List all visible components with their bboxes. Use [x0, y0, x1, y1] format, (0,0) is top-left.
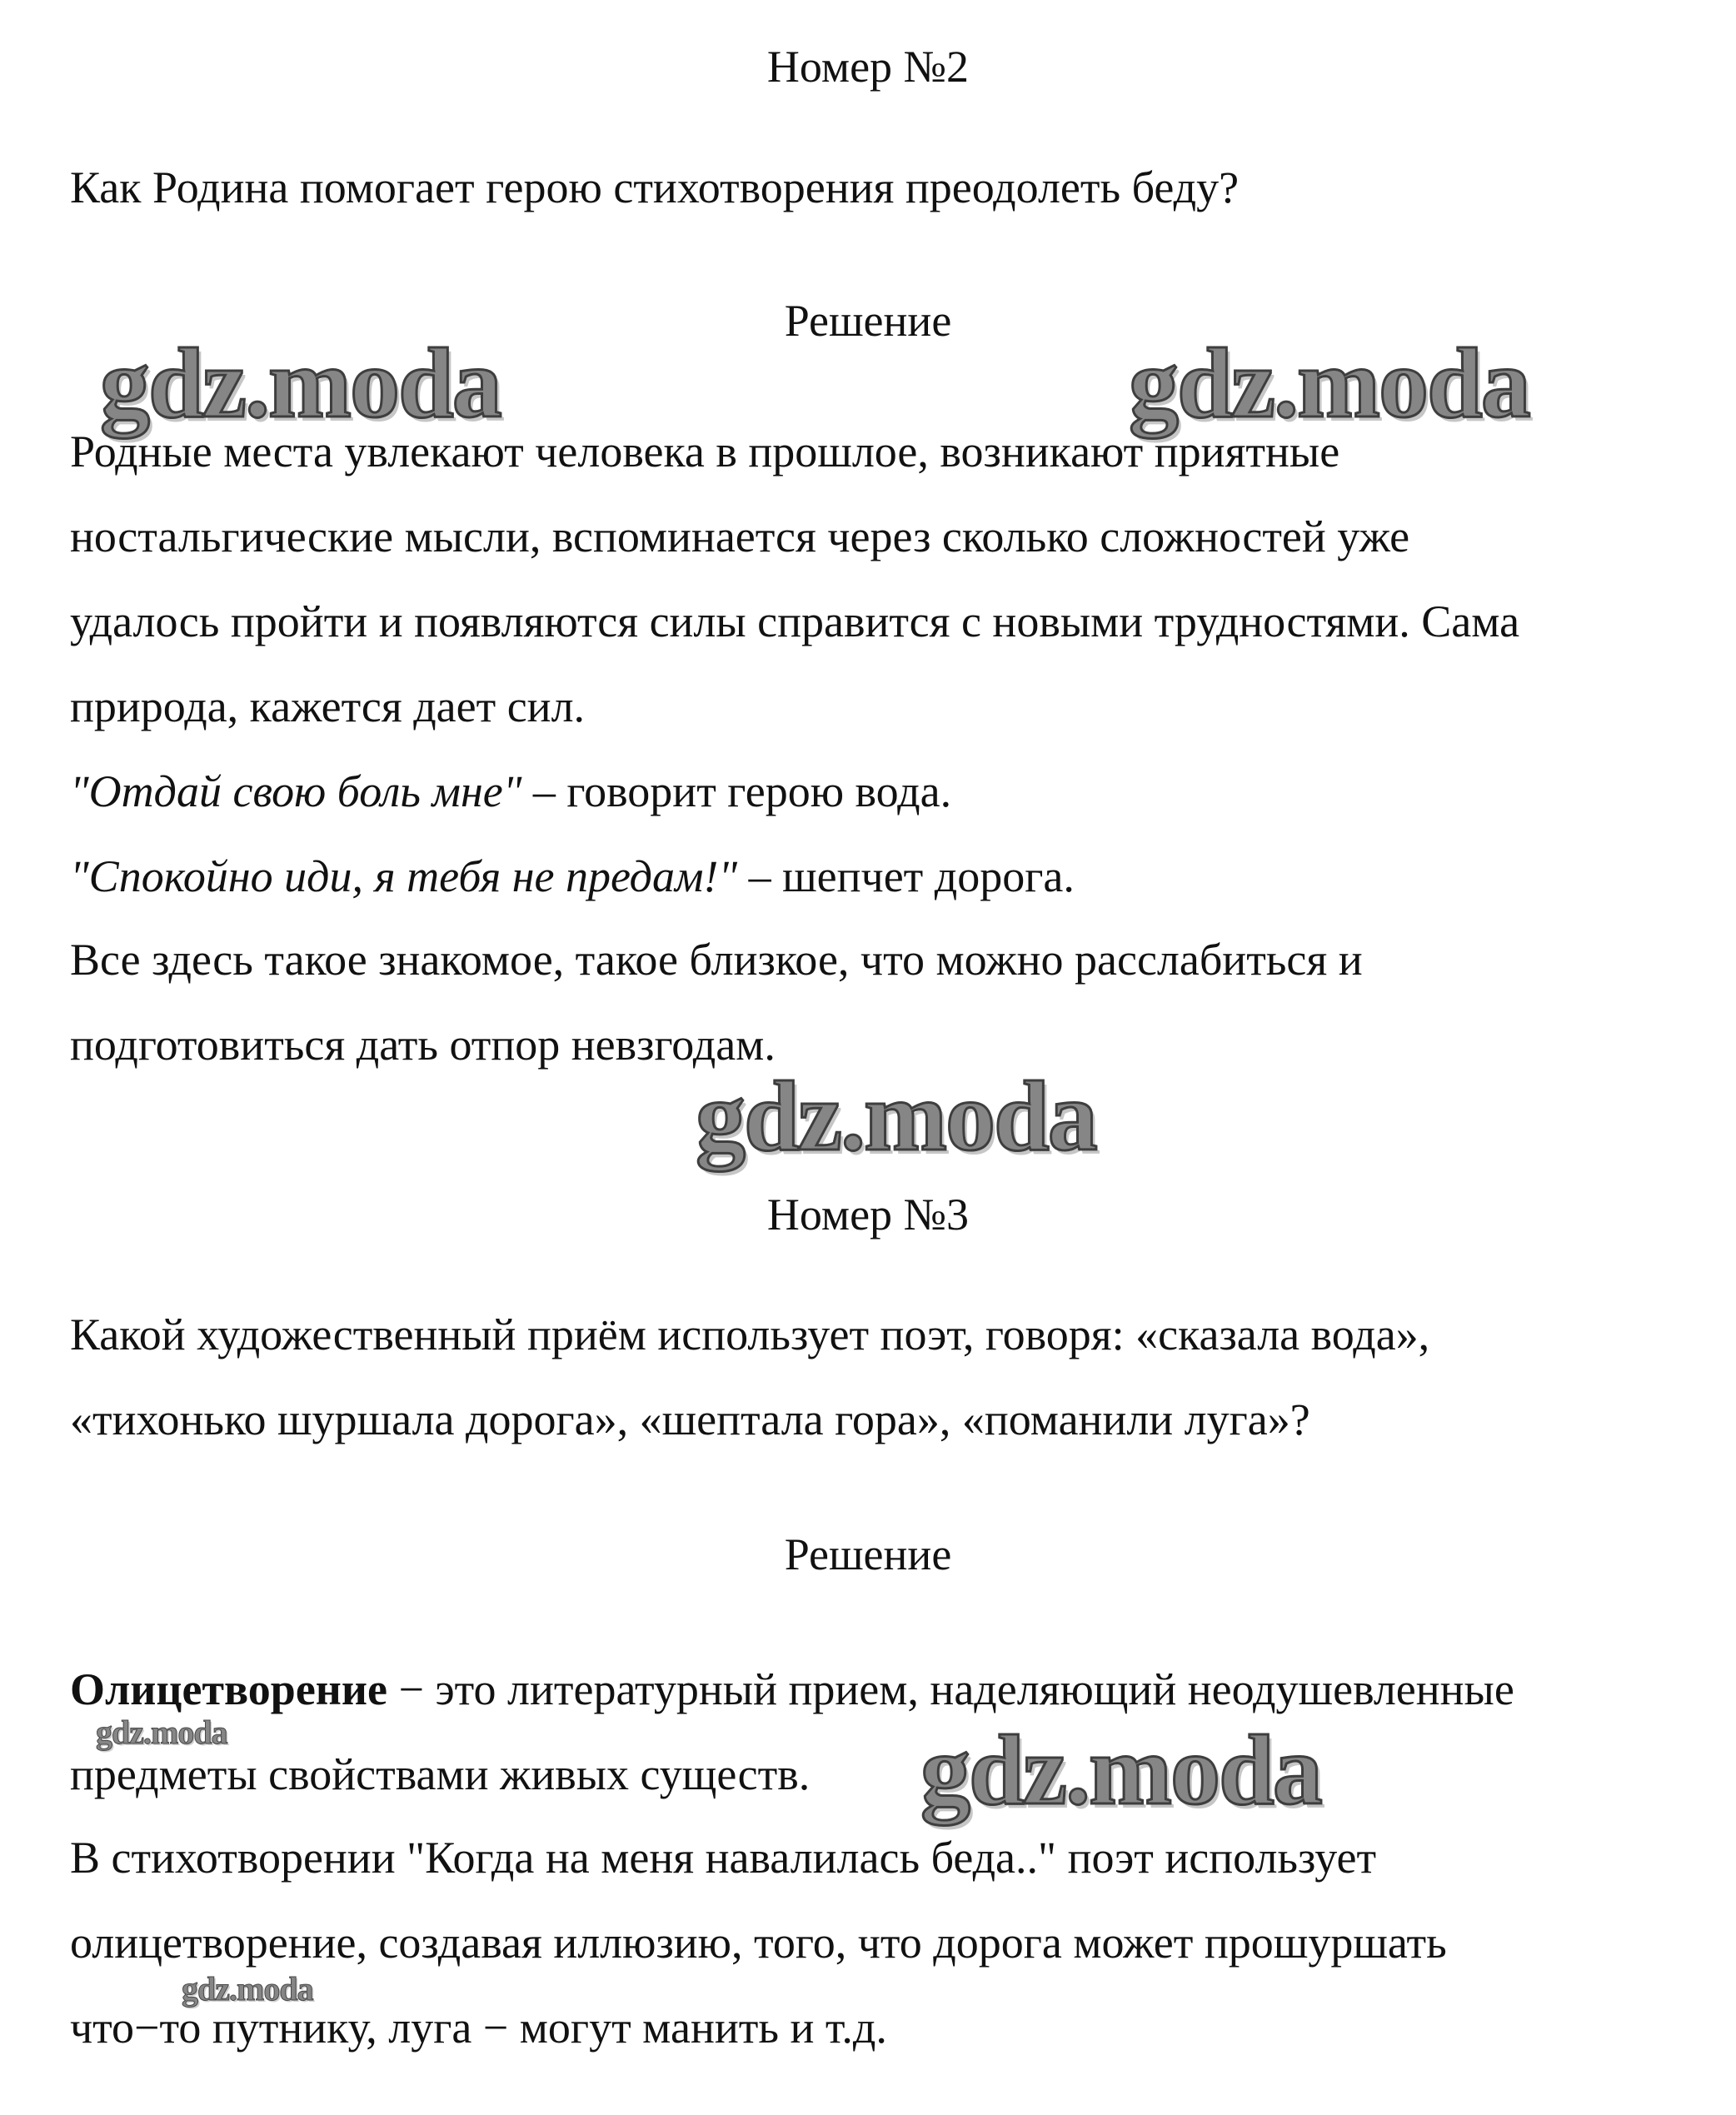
definition-term: Олицетворение: [70, 1664, 388, 1714]
section2-quote-water: [70, 765, 951, 818]
section3-explanation-line-3: что−то путнику, луга − могут манить и т.д.: [70, 2003, 887, 2053]
watermark-1: gdz.moda: [100, 327, 501, 438]
quote-road-text: "Спокойно иди, я тебя не предам!": [70, 851, 738, 901]
section2-quote-road: [70, 850, 1075, 903]
quote-water-text: "Отдай свою боль мне": [70, 766, 522, 816]
section2-title: Номер №2: [766, 42, 970, 92]
section3-title: Номер №3: [766, 1190, 970, 1240]
section2-answer-line-1: Родные места увлекают человека в прошлое, возникают приятные: [70, 426, 1340, 476]
watermark-6: gdz.moda: [182, 1970, 313, 2008]
section3-definition-line-1: [70, 1663, 1514, 1716]
quote-road-attribution: – шепчет дорога.: [737, 851, 1075, 901]
section3-question-line-2: «тихонько шуршала дорога», «шептала гора», «поманили луга»?: [70, 1394, 1310, 1444]
section3-definition-line-2: предметы свойствами живых существ.: [70, 1749, 811, 1799]
section2-question: Как Родина помогает герою стихотворения преодолеть беду?: [70, 162, 1240, 212]
section2-answer-line-4: природа, кажется дает сил.: [70, 681, 586, 731]
section2-answer-line-3: удалось пройти и появляются силы справится с новыми трудностями. Сама: [70, 596, 1520, 646]
watermark-2: gdz.moda: [1129, 327, 1529, 438]
section2-solution-label: Решение: [784, 296, 952, 346]
section3-question-line-1: Какой художественный приём использует поэт, говоря: «сказала вода»,: [70, 1309, 1430, 1359]
section3-solution-label: Решение: [784, 1529, 952, 1579]
section3-explanation-line-2: олицетворение, создавая иллюзию, того, что дорога может прошуршать: [70, 1918, 1447, 1968]
watermark-4: gdz.moda: [920, 1714, 1321, 1825]
watermark-3: gdz.moda: [696, 1060, 1096, 1171]
definition-text: − это литературный прием, наделяющий неодушевленные: [387, 1664, 1514, 1714]
section2-answer-line-2: ностальгические мысли, вспоминается через сколько сложностей уже: [70, 511, 1410, 561]
section2-closing-line-2: подготовиться дать отпор невзгодам.: [70, 1020, 776, 1070]
watermark-5: gdz.moda: [96, 1713, 227, 1751]
section3-explanation-line-1: В стихотворении "Когда на меня навалилась беда.." поэт использует: [70, 1833, 1377, 1883]
section2-closing-line-1: Все здесь такое знакомое, такое близкое, что можно расслабиться и: [70, 935, 1363, 985]
quote-water-attribution: – говорит герою вода.: [521, 766, 952, 816]
